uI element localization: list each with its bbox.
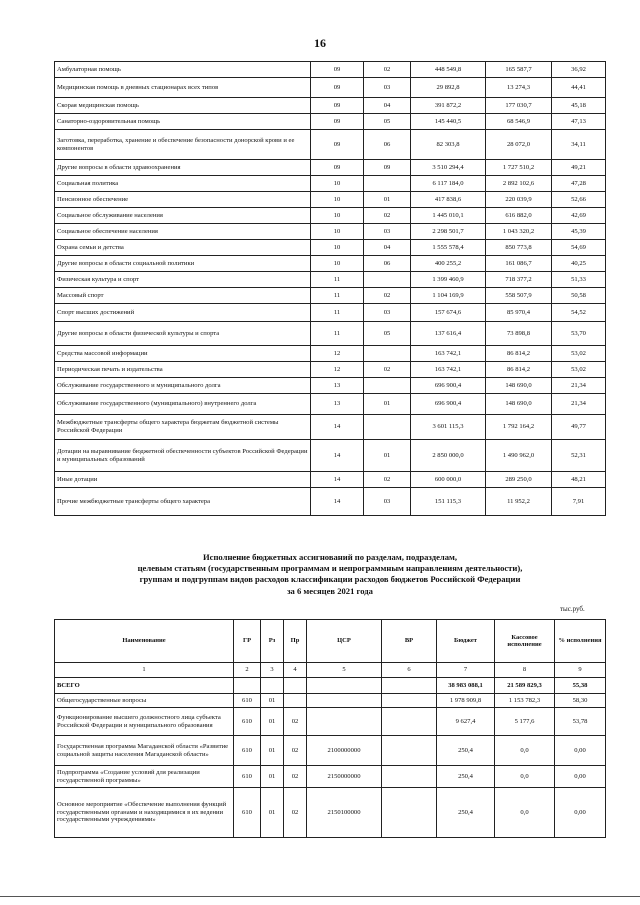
row-pct: 48,21 [552,472,606,488]
table-row [55,98,606,114]
row-pct: 52,31 [552,440,606,472]
row-name: Пенсионное обеспечение [55,192,311,208]
row-rz: 10 [311,224,364,240]
row-cash: 1 153 782,3 [495,694,555,708]
total-rz [261,678,284,694]
row-pct: 0,00 [555,788,606,838]
row-budget: 696 900,4 [411,394,486,415]
table-row [55,224,606,240]
row-budget: 400 255,2 [411,256,486,272]
total-gr [234,678,261,694]
row-pr: 02 [284,736,307,766]
row-pct: 47,28 [552,176,606,192]
row-cash: 86 814,2 [486,346,552,362]
table-header-row [55,620,606,663]
table-row [55,288,606,304]
row-name: Межбюджетные трансферты общего характера бюджетам бюджетной системы Российской Федерации [55,415,311,440]
row-vr [382,708,437,736]
row-name: Обслуживание государственного (муниципального) внутреннего долга [55,394,311,415]
row-pr: 02 [364,62,411,78]
row-pct: 51,33 [552,272,606,288]
row-rz: 11 [311,304,364,322]
table-row [55,394,606,415]
row-budget: 1 399 460,9 [411,272,486,288]
row-pct: 53,02 [552,346,606,362]
row-pr: 02 [364,362,411,378]
table-row [55,78,606,98]
row-name: Иные дотации [55,472,311,488]
row-pct: 0,00 [555,736,606,766]
row-pct: 49,77 [552,415,606,440]
row-cash: 86 814,2 [486,362,552,378]
row-vr [382,736,437,766]
row-rz: 09 [311,114,364,130]
row-name: Заготовка, переработка, хранение и обеспечение безопасности донорской крови и ее компонентов [55,130,311,160]
units-label: тыс.руб. [560,605,585,613]
table-row [55,304,606,322]
row-budget: 417 838,6 [411,192,486,208]
row-budget: 163 742,1 [411,346,486,362]
row-name: Общегосударственные вопросы [55,694,234,708]
row-name: Массовый спорт [55,288,311,304]
row-pct: 45,18 [552,98,606,114]
row-cash: 161 086,7 [486,256,552,272]
row-budget: 448 549,8 [411,62,486,78]
row-rz: 09 [311,130,364,160]
row-cash: 616 882,0 [486,208,552,224]
row-name: Охрана семьи и детства [55,240,311,256]
row-budget: 696 900,4 [411,378,486,394]
total-csr [307,678,382,694]
row-rz: 13 [311,378,364,394]
table-row [55,160,606,176]
row-budget: 1 555 578,4 [411,240,486,256]
row-pct: 21,34 [552,394,606,415]
row-pr: 06 [364,256,411,272]
table-row [55,488,606,516]
row-budget: 151 115,3 [411,488,486,516]
row-pct: 54,52 [552,304,606,322]
total-vr [382,678,437,694]
row-budget: 9 627,4 [437,708,495,736]
row-cash: 289 250,0 [486,472,552,488]
table-row [55,346,606,362]
table-row [55,766,606,788]
row-name: Физическая культура и спорт [55,272,311,288]
row-name: Спорт высших достижений [55,304,311,322]
table-row [55,362,606,378]
row-name: Основное мероприятие «Обеспечение выполнения функций государственными органами и находящимися в их ведении государственными учреждениями» [55,788,234,838]
page-bottom-rule [0,896,640,897]
total-pr [284,678,307,694]
row-budget: 82 303,8 [411,130,486,160]
column-number-row [55,663,606,678]
row-budget: 2 298 501,7 [411,224,486,240]
header-pr: Пр [284,620,307,663]
row-name: Обслуживание государственного и муниципального долга [55,378,311,394]
row-pr: 01 [364,192,411,208]
section-title-line: группам и подгруппам видов расходов классификации расходов бюджетов Российской Федерации [139,574,521,585]
row-name: Дотации на выравнивание бюджетной обеспеченности субъектов Российской Федерации и муниципальных образований [55,440,311,472]
column-number: 4 [284,663,307,678]
row-csr: 2150100000 [307,788,382,838]
row-cash: 0,0 [495,788,555,838]
row-cash: 68 546,9 [486,114,552,130]
row-rz: 09 [311,62,364,78]
row-pr: 02 [284,766,307,788]
row-name: Социальное обслуживание населения [55,208,311,224]
row-rz: 10 [311,240,364,256]
row-pct: 52,66 [552,192,606,208]
header-gr: ГР [234,620,261,663]
row-pr: 01 [364,440,411,472]
row-pct: 45,39 [552,224,606,240]
row-pr: 01 [364,394,411,415]
row-csr [307,694,382,708]
row-pr: 02 [364,288,411,304]
row-pr: 04 [364,240,411,256]
row-pct: 49,21 [552,160,606,176]
row-vr [382,766,437,788]
row-pct: 21,34 [552,378,606,394]
row-rz: 12 [311,362,364,378]
row-cash: 5 177,6 [495,708,555,736]
row-csr [307,708,382,736]
row-budget: 391 872,2 [411,98,486,114]
row-rz: 14 [311,488,364,516]
row-pr [364,378,411,394]
row-gr: 610 [234,736,261,766]
row-rz: 14 [311,415,364,440]
column-number: 5 [307,663,382,678]
row-rz: 01 [261,736,284,766]
row-budget: 250,4 [437,766,495,788]
table-row [55,130,606,160]
row-pr: 09 [364,160,411,176]
row-cash: 718 377,2 [486,272,552,288]
header-csr: ЦСР [307,620,382,663]
row-name: Средства массовой информации [55,346,311,362]
row-pr: 02 [364,208,411,224]
row-rz: 13 [311,394,364,415]
row-name: Государственная программа Магаданской области «Развитие социальной защиты населения Магаданской области» [55,736,234,766]
row-pr [364,176,411,192]
row-budget: 1 445 010,1 [411,208,486,224]
row-cash: 1 043 320,2 [486,224,552,240]
row-pr: 02 [284,708,307,736]
row-rz: 11 [311,322,364,346]
row-budget: 29 892,8 [411,78,486,98]
row-pr: 05 [364,322,411,346]
row-cash: 1 792 164,2 [486,415,552,440]
row-rz: 10 [311,192,364,208]
row-vr [382,694,437,708]
row-gr: 610 [234,788,261,838]
table-row [55,472,606,488]
row-rz: 01 [261,766,284,788]
row-cash: 28 072,0 [486,130,552,160]
row-budget: 1 978 909,8 [437,694,495,708]
row-rz: 10 [311,208,364,224]
row-budget: 145 440,5 [411,114,486,130]
row-rz: 10 [311,176,364,192]
row-pct: 0,00 [555,766,606,788]
column-number: 8 [495,663,555,678]
total-label: ВСЕГО [55,678,234,694]
total-cash: 21 589 829,3 [495,678,555,694]
row-vr [382,788,437,838]
table-row [55,694,606,708]
row-pr: 03 [364,488,411,516]
row-pct: 50,58 [552,288,606,304]
row-budget: 6 117 184,0 [411,176,486,192]
row-csr: 2150000000 [307,766,382,788]
row-gr: 610 [234,766,261,788]
row-pct: 42,69 [552,208,606,224]
table-row [55,736,606,766]
total-row [55,678,606,694]
row-cash: 220 039,9 [486,192,552,208]
section-title [60,552,600,597]
row-cash: 11 952,2 [486,488,552,516]
row-rz: 11 [311,272,364,288]
header-rz: Рз [261,620,284,663]
row-name: Медицинская помощь в дневных стационарах всех типов [55,78,311,98]
row-name: Другие вопросы в области физической культуры и спорта [55,322,311,346]
row-name: Другие вопросы в области социальной политики [55,256,311,272]
row-cash: 85 970,4 [486,304,552,322]
row-rz: 09 [311,98,364,114]
row-pr: 06 [364,130,411,160]
row-pr: 05 [364,114,411,130]
table-row [55,378,606,394]
row-pr: 03 [364,224,411,240]
row-name: Скорая медицинская помощь [55,98,311,114]
row-budget: 163 742,1 [411,362,486,378]
row-budget: 2 850 000,0 [411,440,486,472]
section-title-line: за 6 месяцев 2021 года [287,585,373,596]
table-row [55,62,606,78]
table-row [55,240,606,256]
row-gr: 610 [234,708,261,736]
row-rz: 01 [261,788,284,838]
table-row [55,272,606,288]
table-row [55,114,606,130]
row-budget: 600 000,0 [411,472,486,488]
row-rz: 14 [311,440,364,472]
row-cash: 148 690,0 [486,378,552,394]
row-name: Санаторно-оздоровительная помощь [55,114,311,130]
row-cash: 148 690,0 [486,394,552,415]
row-pr [364,415,411,440]
row-pr [364,272,411,288]
row-rz: 09 [311,78,364,98]
row-budget: 250,4 [437,736,495,766]
row-pct: 58,30 [555,694,606,708]
row-pct: 40,25 [552,256,606,272]
row-name: Функционирование высшего должностного лица субъекта Российской Федерации и муниципального образования [55,708,234,736]
row-rz: 12 [311,346,364,362]
total-budget: 38 983 088,1 [437,678,495,694]
row-name: Другие вопросы в области здравоохранения [55,160,311,176]
table-row [55,192,606,208]
column-number: 3 [261,663,284,678]
section-title-line: Исполнение бюджетных ассигнований по разделам, подразделам, [202,552,458,562]
page-number: 16 [314,36,326,50]
table-row [55,440,606,472]
column-number: 6 [382,663,437,678]
row-pr: 02 [364,472,411,488]
table-row [55,208,606,224]
row-gr: 610 [234,694,261,708]
table-row [55,788,606,838]
row-name: Прочие межбюджетные трансферты общего характера [55,488,311,516]
row-pct: 34,11 [552,130,606,160]
row-name: Амбулаторная помощь [55,62,311,78]
row-pr [284,694,307,708]
row-budget: 157 674,6 [411,304,486,322]
header-cash: Кассовое исполнение [495,620,555,663]
row-cash: 558 507,9 [486,288,552,304]
row-budget: 1 104 169,9 [411,288,486,304]
table-row [55,176,606,192]
row-budget: 3 510 294,4 [411,160,486,176]
expenditure-sections-table [54,61,606,516]
row-pct: 54,69 [552,240,606,256]
table-row [55,256,606,272]
header-budget: Бюджет [437,620,495,663]
total-pct: 55,38 [555,678,606,694]
section-title-line: целевым статьям (государственным программам и непрограммным направлениям деятельности), [137,563,523,574]
row-csr: 2100000000 [307,736,382,766]
row-rz: 11 [311,288,364,304]
row-cash: 1 727 510,2 [486,160,552,176]
row-budget: 250,4 [437,788,495,838]
row-pr: 03 [364,304,411,322]
row-name: Социальное обеспечение населения [55,224,311,240]
row-name: Подпрограмма «Создание условий для реализации государственной программы» [55,766,234,788]
header-pct: % исполнения [555,620,606,663]
budget-execution-table [54,619,606,838]
row-pr [364,346,411,362]
row-cash: 0,0 [495,736,555,766]
row-pct: 44,41 [552,78,606,98]
table-row [55,415,606,440]
row-cash: 1 490 962,0 [486,440,552,472]
row-pr: 04 [364,98,411,114]
column-number: 2 [234,663,261,678]
row-rz: 01 [261,708,284,736]
row-cash: 165 587,7 [486,62,552,78]
row-rz: 14 [311,472,364,488]
row-pct: 53,70 [552,322,606,346]
row-cash: 177 030,7 [486,98,552,114]
row-cash: 73 898,8 [486,322,552,346]
table-row [55,322,606,346]
row-pct: 47,13 [552,114,606,130]
header-vr: ВР [382,620,437,663]
column-number: 9 [555,663,606,678]
row-budget: 3 601 115,3 [411,415,486,440]
column-number: 7 [437,663,495,678]
row-budget: 137 616,4 [411,322,486,346]
row-rz: 10 [311,256,364,272]
row-cash: 2 892 102,6 [486,176,552,192]
row-pct: 36,92 [552,62,606,78]
row-cash: 0,0 [495,766,555,788]
column-number: 1 [55,663,234,678]
row-pr: 03 [364,78,411,98]
row-name: Периодическая печать и издательства [55,362,311,378]
row-pct: 7,91 [552,488,606,516]
row-pr: 02 [284,788,307,838]
row-pct: 53,02 [552,362,606,378]
table-row [55,708,606,736]
row-pct: 53,78 [555,708,606,736]
header-name: Наименование [55,620,234,663]
row-cash: 850 773,8 [486,240,552,256]
row-rz: 09 [311,160,364,176]
row-rz: 01 [261,694,284,708]
row-cash: 13 274,3 [486,78,552,98]
row-name: Социальная политика [55,176,311,192]
